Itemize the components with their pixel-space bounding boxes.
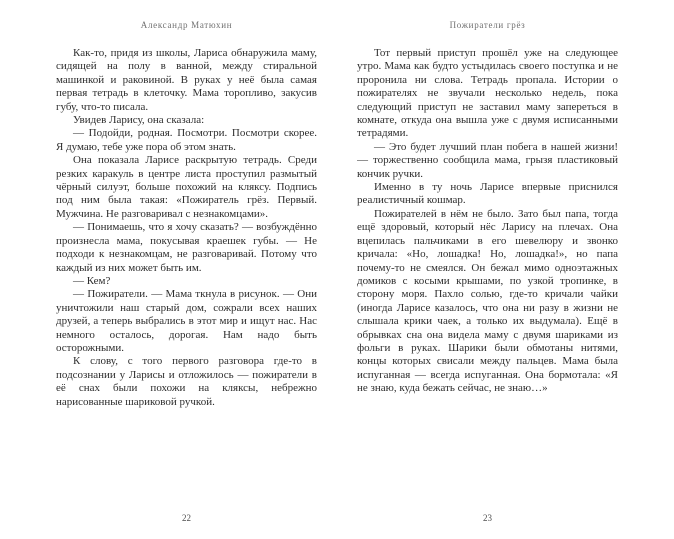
paragraph: — Это будет лучший план побега в нашей жизни! — торжественно сообщила мама, грызя пластиковый кончик ручки. — [357, 140, 618, 180]
page-left-number: 22 — [182, 513, 191, 523]
running-header-title: Пожиратели грёз — [449, 20, 526, 30]
page-left — [42, 20, 337, 523]
paragraph: — Подойди, родная. Посмотри. Посмотри скорее. Я думаю, тебе уже пора об этом знать. — [56, 127, 317, 153]
paragraph: К слову, с того первого разговора где-то в подсознании у Ларисы и отложилось — пожиратели в её снах были похожи на кляксы, небрежно нарисованные шариковой ручкой. — [56, 355, 317, 408]
paragraph: — Пожиратели. — Мама ткнула в рисунок. — Они уничтожили наш старый дом, сожрали всех наших друзей, а теперь выбрались в этот мир и ищут нас. Нас немного осталось, дорогая. Нам надо быть осторожными. — [56, 288, 317, 354]
running-header-author: Александр Матюхин — [140, 20, 233, 30]
paragraph: Она показала Ларисе раскрытую тетрадь. Среди резких каракуль в центре листа проступил размытый чёрный силуэт, больше похожий на кляксу. Подпись под ним была такая: «Пожиратель грёз. Первый. Мужчина. Не разговаривал с незнакомцами». — [56, 154, 317, 220]
paragraph: Пожирателей в нём не было. Зато был папа, тогда ещё здоровый, который нёс Ларису на плечах. Она вцепилась пальчиками в его шевелюру и звонко кричала: «Но, лошадка! Но, лошадка!», но папа почему-то не смеялся. Он бежал мимо одноэтажных домиков с косыми крышами, по узкой тропинке, в сторону моря. Пахло солью, где-то кричали чайки (иногда Ларисе казалось, что она ни разу в жизни не слышала крики чаек, а только их выдумала). Ещё в обрывках сна она видела маму с двумя шариками из фольги в руках. Шарики были обмотаны нитями, концы которых свисали между пальцев. Мама была испуганная — всегда испуганная. Она бормотала: «Я не знаю, куда бежать сейчас, не знаю…» — [357, 207, 618, 395]
page-right — [337, 20, 632, 523]
page-right-body — [357, 47, 618, 504]
paragraph: Именно в ту ночь Ларисе впервые приснился реалистичный кошмар. — [357, 181, 618, 207]
paragraph: Как-то, придя из школы, Лариса обнаружила маму, сидящей на полу в ванной, между стиральной машинкой и раковиной. В руках у неё была самая первая тетрадь в клеточку. Мама торопливо, закусив губу, что-то писала. — [56, 47, 317, 113]
paragraph: — Понимаешь, что я хочу сказать? — возбуждённо произнесла мама, покусывая краешек губы. — Не подходи к незнакомцам, не разговаривай. Потому что каждый из них может быть им. — [56, 221, 317, 274]
paragraph: — Кем? — [73, 274, 111, 287]
page-right-number: 23 — [483, 513, 492, 523]
paragraph: Тот первый приступ прошёл уже на следующее утро. Мама как будто устыдилась своего поступка и не проронила ни слова. Тетрадь пропала. Истории о пожирателях не звучали несколько недель, пока следующий приступ не заставил маму запереться в комнате, откуда она вышла уже с двумя исписанными тетрадями. — [357, 47, 618, 140]
paragraph: Увидев Ларису, она сказала: — [73, 114, 205, 127]
page-left-body — [56, 47, 317, 504]
